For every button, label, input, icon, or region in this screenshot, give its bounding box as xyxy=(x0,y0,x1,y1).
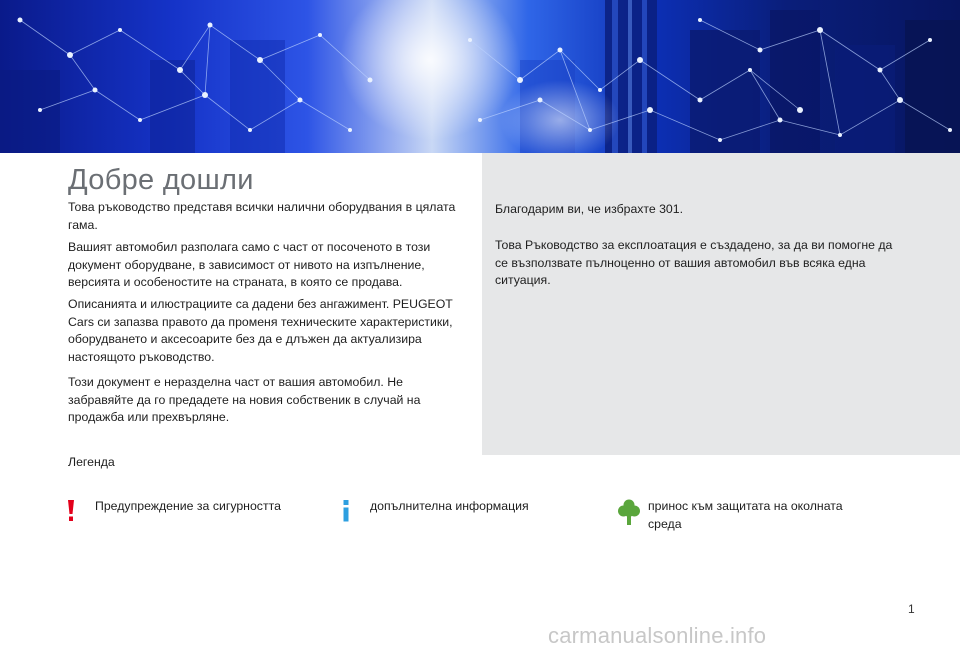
tree-icon xyxy=(618,499,640,525)
exclamation-icon xyxy=(66,500,76,522)
intro-paragraph-equipment: Вашият автомобил разполага само с част от посоченото в този документ оборудване, в зависимост от нивото на изпълнение, версията и особеностите на страната, в която се продава. xyxy=(68,240,431,289)
page-number: 1 xyxy=(908,602,915,616)
legend-label-info: допълнителна информация xyxy=(370,499,529,513)
intro-paragraph-disclaimer: Описанията и илюстрациите са дадени без ангажимент. PEUGEOT Cars си запазва правото да променя техническите характеристики, оборудването и аксесоарите без да е длъжен да актуализира настоящото ръководство. xyxy=(68,297,453,364)
watermark: carmanualsonline.info xyxy=(548,623,767,648)
page-title: Добре дошли xyxy=(68,164,254,196)
network-city-illustration xyxy=(0,0,960,153)
legend-label-safety: Предупреждение за сигурността xyxy=(95,499,281,513)
intro-paragraph-ownership: Този документ е неразделна част от вашия автомобил. Не забравяйте да го предадете на новия собственик в случай на продажба или прехвърляне. xyxy=(68,375,421,424)
thank-you-text: Благодарим ви, че избрахте 301. xyxy=(495,202,684,216)
info-icon xyxy=(340,500,352,522)
manual-purpose-text: Това Ръководство за експлоатация е създадено, за да ви помогне да се възползвате пълноценно от вашия автомобил във всяка една ситуация. xyxy=(495,238,893,287)
legend-label-environment: принос към защитата на околната среда xyxy=(648,499,843,531)
thank-you-panel xyxy=(482,153,960,455)
header-banner-image xyxy=(0,0,960,153)
intro-paragraph-range: Това ръководство представя всички налични оборудвания в цялата гама. xyxy=(68,200,456,232)
legend-heading: Легенда xyxy=(68,455,115,469)
